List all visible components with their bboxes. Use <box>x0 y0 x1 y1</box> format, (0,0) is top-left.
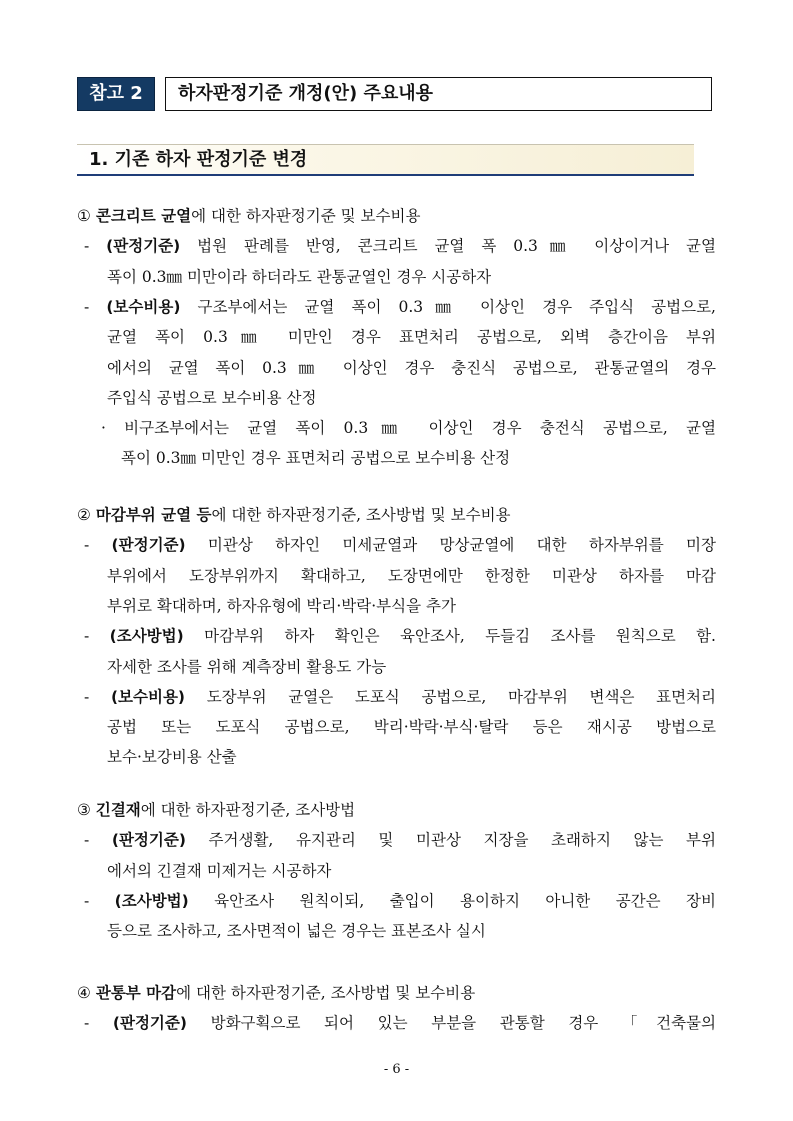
line-text: 미관상 하자인 미세균열과 망상균열에 대한 하자부위를 미장 <box>207 536 716 555</box>
item-topic: 마감부위 균열 등 <box>95 506 212 524</box>
body-line <box>84 891 716 911</box>
line-text: 비구조부에서는 균열 폭이 0.3㎜ 이상인 경우 충전식 공법으로, 균열 <box>124 419 716 438</box>
item-number: ① <box>77 207 91 225</box>
line-text: 보수·보강비용 산출 <box>107 748 237 767</box>
item-heading-rest: 에 대한 하자판정기준, 조사방법 및 보수비용 <box>176 984 476 1002</box>
body-line <box>107 566 716 586</box>
item-topic: 관통부 마감 <box>95 984 177 1002</box>
bullet-dot: · <box>101 419 106 438</box>
body-line <box>107 657 716 677</box>
bullet-dash: - <box>84 1014 90 1033</box>
body-line <box>107 358 716 378</box>
body-line <box>107 267 716 287</box>
sub-label: (보수비용) <box>106 297 181 316</box>
body-line <box>84 687 716 707</box>
bullet-dash: - <box>84 891 90 910</box>
body-line <box>107 747 716 767</box>
line-text: 부위로 확대하며, 하자유형에 박리·박락·부식을 추가 <box>107 596 456 615</box>
body-line <box>84 297 716 317</box>
body-line <box>107 327 716 347</box>
body-line <box>107 596 716 616</box>
item-heading <box>77 800 355 820</box>
line-text: 법원 판례를 반영, 콘크리트 균열 폭 0.3㎜ 이상이거나 균열 <box>197 237 716 256</box>
item-heading-rest: 에 대한 하자판정기준, 조사방법 <box>140 801 356 819</box>
line-text: 주거생활, 유지관리 및 미관상 지장을 초래하지 않는 부위 <box>208 831 717 850</box>
body-line <box>101 418 716 438</box>
sub-label: (판정기준) <box>111 536 186 555</box>
bullet-dash: - <box>84 627 90 646</box>
reference-header <box>77 77 712 111</box>
sub-label: (보수비용) <box>110 687 185 706</box>
line-text: 주입식 공법으로 보수비용 산정 <box>107 388 317 407</box>
item-topic: 콘크리트 균열 <box>95 207 192 225</box>
body-line <box>84 236 716 256</box>
sub-label: (판정기준) <box>112 1014 187 1033</box>
body-line <box>84 1013 716 1033</box>
line-text: 균열 폭이 0.3㎜ 미만인 경우 표면처리 공법으로, 외벽 층간이음 부위 <box>107 328 716 347</box>
body-line <box>84 626 716 646</box>
sub-label: (판정기준) <box>111 831 186 850</box>
item-topic: 긴결재 <box>95 801 141 819</box>
line-text: 폭이 0.3㎜ 미만인 경우 표면처리 공법으로 보수비용 산정 <box>121 449 511 468</box>
bullet-dash: - <box>84 687 90 706</box>
line-text: 구조부에서는 균열 폭이 0.3㎜ 이상인 경우 주입식 공법으로, <box>197 297 716 316</box>
item-heading <box>77 206 420 226</box>
bullet-dash: - <box>84 297 90 316</box>
body-line <box>121 448 716 468</box>
item-heading <box>77 505 511 525</box>
bullet-dash: - <box>84 536 90 555</box>
sub-label: (조사방법) <box>109 627 184 646</box>
reference-tag: 참고 2 <box>77 77 155 111</box>
item-heading-rest: 에 대한 하자판정기준 및 보수비용 <box>191 207 421 225</box>
line-text: 부위에서 도장부위까지 확대하고, 도장면에만 한정한 미관상 하자를 마감 <box>107 566 716 585</box>
item-heading-rest: 에 대한 하자판정기준, 조사방법 및 보수비용 <box>211 506 511 524</box>
line-text: 마감부위 하자 확인은 육안조사, 두들김 조사를 원칙으로 함. <box>204 627 716 646</box>
sub-label: (판정기준) <box>106 237 181 256</box>
bullet-dash: - <box>84 831 90 850</box>
item-number: ④ <box>77 984 91 1002</box>
reference-title: 하자판정기준 개정(안) 주요내용 <box>165 77 712 111</box>
bullet-dash: - <box>84 237 90 256</box>
sub-label: (조사방법) <box>114 891 189 910</box>
line-text: 등으로 조사하고, 조사면적이 넓은 경우는 표본조사 실시 <box>107 922 486 941</box>
body-line <box>107 861 716 881</box>
body-line <box>107 717 716 737</box>
line-text: 에서의 긴결재 미제거는 시공하자 <box>107 861 332 880</box>
line-text: 자세한 조사를 위해 계측장비 활용도 가능 <box>107 657 387 676</box>
item-number: ③ <box>77 801 91 819</box>
item-number: ② <box>77 506 91 524</box>
body-line <box>107 388 716 408</box>
body-line <box>84 830 716 850</box>
page-number: - 6 - <box>383 1062 410 1077</box>
line-text: 에서의 균열 폭이 0.3㎜ 이상인 경우 충진식 공법으로, 관통균열의 경우 <box>107 358 716 377</box>
line-text: 도장부위 균열은 도포식 공법으로, 마감부위 변색은 표면처리 <box>206 687 716 706</box>
line-text: 폭이 0.3㎜ 미만이라 하더라도 관통균열인 경우 시공하자 <box>107 267 492 286</box>
line-text: 공법 또는 도포식 공법으로, 박리·박락·부식·탈락 등은 재시공 방법으로 <box>107 718 716 737</box>
body-line <box>107 921 716 941</box>
line-text: 방화구획으로 되어 있는 부분을 관통할 경우 「건축물의 <box>210 1014 716 1033</box>
item-heading <box>77 983 475 1003</box>
body-line <box>84 535 716 555</box>
section-title: 1. 기존 하자 판정기준 변경 <box>77 144 694 176</box>
line-text: 육안조사 원칙이되, 출입이 용이하지 아니한 공간은 장비 <box>214 891 716 910</box>
